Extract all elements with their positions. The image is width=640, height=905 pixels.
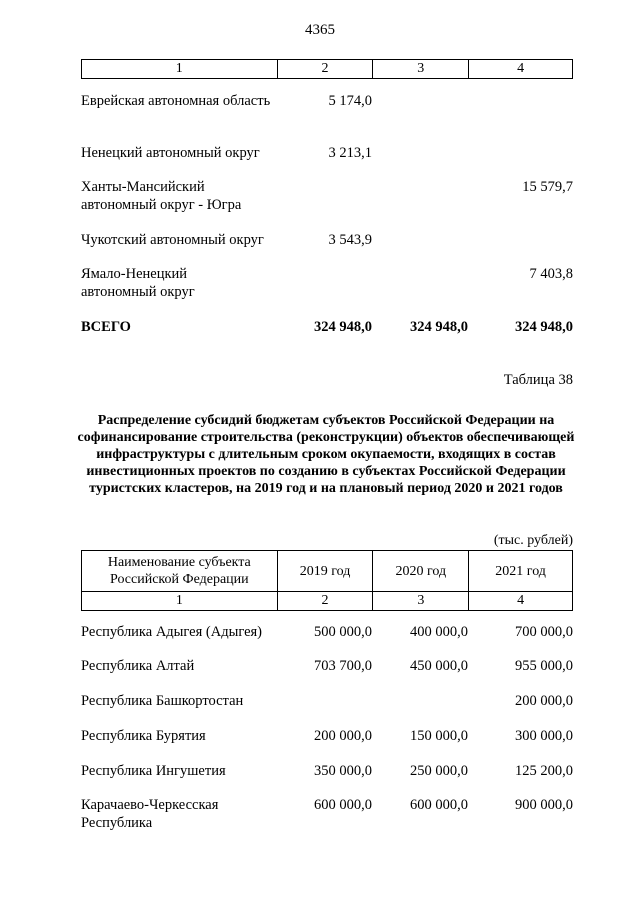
- value-2021: 300 000,0: [515, 728, 573, 744]
- value-2020: 400 000,0: [410, 624, 468, 640]
- value-2021: 955 000,0: [515, 658, 573, 674]
- header-number-1: 1: [82, 592, 278, 611]
- value-col-2: 5 174,0: [328, 93, 372, 109]
- value-2020: 250 000,0: [410, 763, 468, 779]
- value-2019: 703 700,0: [314, 658, 372, 674]
- total-col-2: 324 948,0: [314, 319, 372, 335]
- region-name: Ямало-Ненецкий автономный округ: [81, 266, 195, 300]
- top-table-header: [81, 59, 573, 79]
- value-2019: 350 000,0: [314, 763, 372, 779]
- bottom-table-header: [81, 550, 573, 611]
- header-number-1: 1: [82, 60, 278, 79]
- table-title: Распределение субсидий бюджетам субъектов Российской Федерации на софинансирование строительства (реконструкции) объектов обеспечивающей инфраструктуры с длительным сроком окупаемости, входящих в состав инвестиционных проектов по созданию в субъектах Российской Федерации туристских кластеров, на 2019 год и на плановый период 2020 и 2021 годов: [77, 413, 575, 496]
- region-name: Республика Адыгея (Адыгея): [81, 624, 263, 640]
- region-name: Ханты-Мансийский автономный округ - Югра: [81, 179, 242, 213]
- header-region-name: Наименование субъекта Российской Федерации: [82, 551, 278, 592]
- region-name: Еврейская автономная область: [81, 93, 271, 109]
- region-name: Республика Башкортостан: [81, 693, 244, 709]
- value-2021: 125 200,0: [515, 763, 573, 779]
- value-2019: 200 000,0: [314, 728, 372, 744]
- header-number-3: 3: [373, 592, 469, 611]
- value-col-2: 3 543,9: [328, 232, 372, 248]
- header-number-4: 4: [469, 60, 573, 79]
- value-2021: 700 000,0: [515, 624, 573, 640]
- value-col-2: 3 213,1: [328, 145, 372, 161]
- region-name: Ненецкий автономный округ: [81, 145, 260, 161]
- region-name: Республика Алтай: [81, 658, 195, 674]
- header-year-2020: 2020 год: [373, 551, 469, 592]
- value-2021: 900 000,0: [515, 797, 573, 813]
- unit-label: (тыс. рублей): [493, 533, 573, 548]
- header-number-3: 3: [373, 60, 469, 79]
- value-2020: 150 000,0: [410, 728, 468, 744]
- table-label: Таблица 38: [503, 372, 573, 388]
- value-2019: 600 000,0: [314, 797, 372, 813]
- header-number-2: 2: [277, 592, 373, 611]
- page-number: 4365: [305, 22, 335, 38]
- value-col-4: 15 579,7: [522, 179, 573, 195]
- value-2019: 500 000,0: [314, 624, 372, 640]
- header-year-2021: 2021 год: [469, 551, 573, 592]
- total-label: ВСЕГО: [81, 319, 131, 335]
- total-col-3: 324 948,0: [410, 319, 468, 335]
- header-number-4: 4: [469, 592, 573, 611]
- value-2020: 600 000,0: [410, 797, 468, 813]
- header-number-2: 2: [277, 60, 373, 79]
- region-name: Карачаево-Черкесская Республика: [81, 797, 219, 831]
- header-year-2019: 2019 год: [277, 551, 373, 592]
- value-col-4: 7 403,8: [529, 266, 573, 282]
- value-2020: 450 000,0: [410, 658, 468, 674]
- region-name: Чукотский автономный округ: [81, 232, 264, 248]
- region-name: Республика Ингушетия: [81, 763, 226, 779]
- total-col-4: 324 948,0: [515, 319, 573, 335]
- region-name: Республика Бурятия: [81, 728, 206, 744]
- value-2021: 200 000,0: [515, 693, 573, 709]
